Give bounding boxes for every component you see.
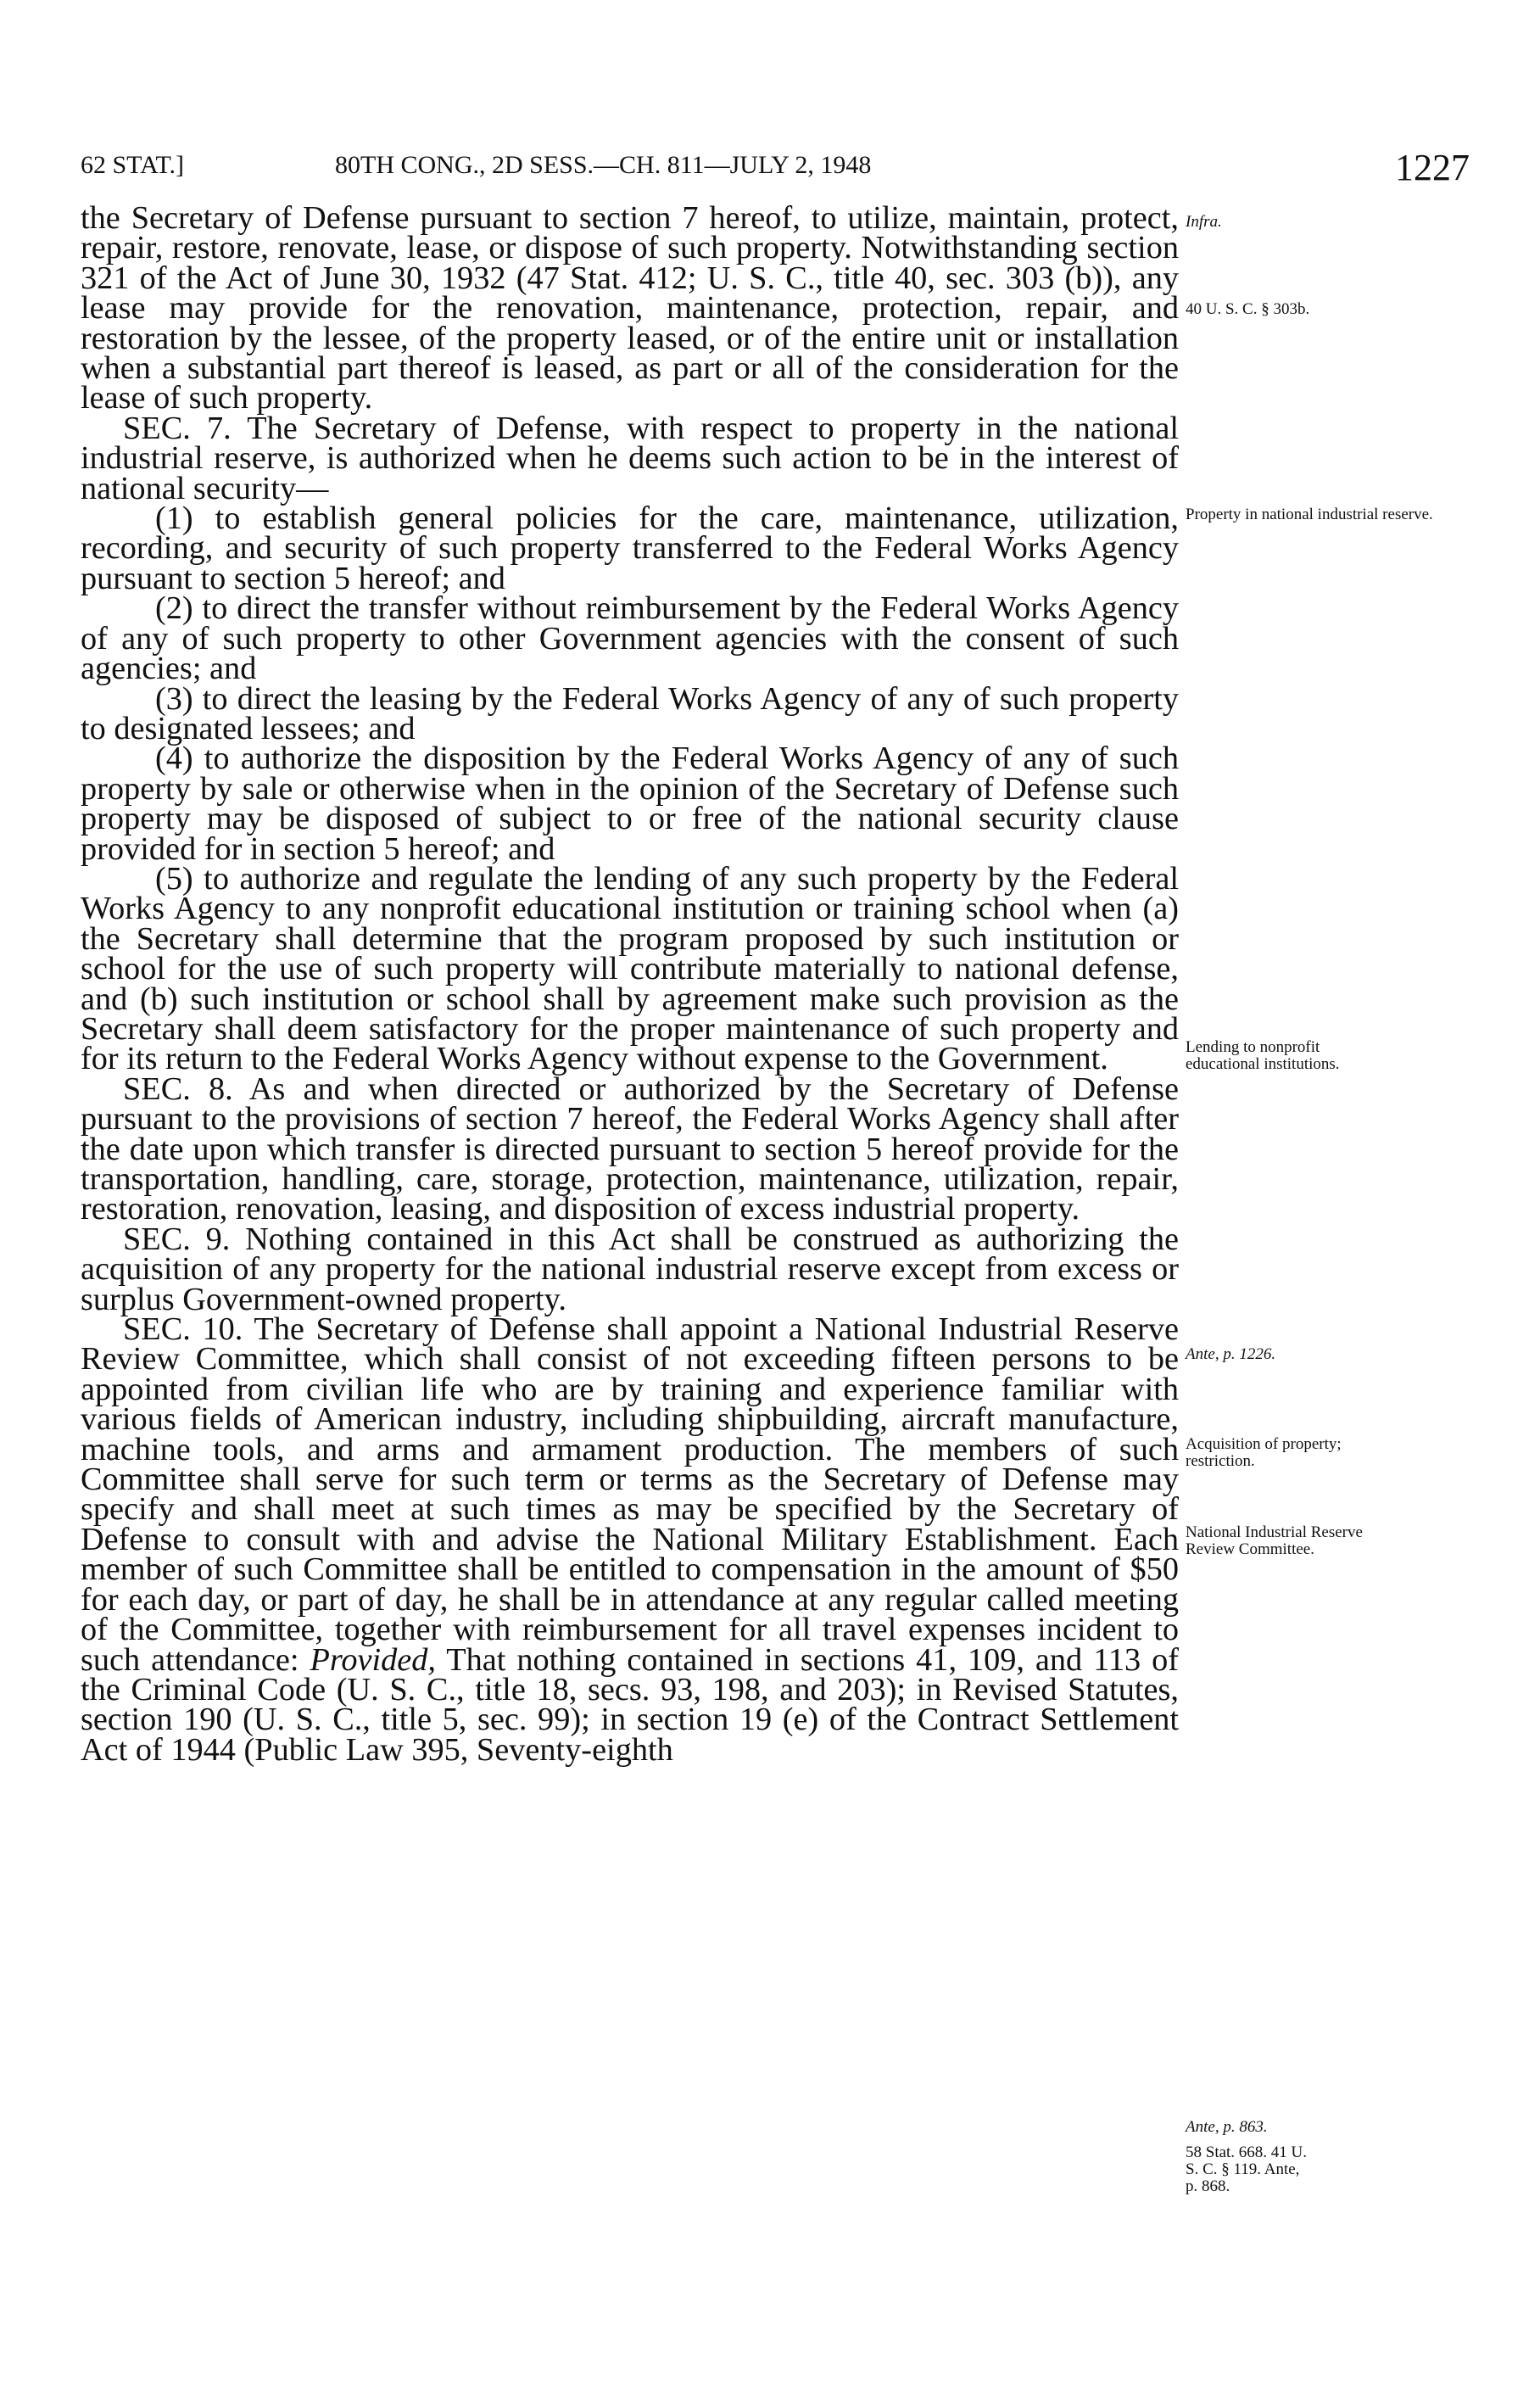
subsection-3: (3) to direct the leasing by the Federal Works Agency of any of such property to designated lessees; and xyxy=(81,680,1179,746)
margin-note-usc-ref: 40 U. S. C. § 303b. xyxy=(1186,300,1310,318)
header-session-chapter: 80TH CONG., 2D SESS.—CH. 811—JULY 2, 1948 xyxy=(335,151,872,179)
section-label: SEC. 7. xyxy=(123,410,232,446)
subsection-2: (2) to direct the transfer without reimbursement by the Federal Works Agency of any of such property to other Government agencies with the consent of such agencies; and xyxy=(81,590,1179,687)
section-label: SEC. 10. xyxy=(123,1311,243,1348)
subsection-4: (4) to authorize the disposition by the Federal Works Agency of any of such property by sale or otherwise when in the opinion of the Secretary of Defense such property may be disposed of subject to or free of the national security clause provided for in section 5 hereof; and xyxy=(81,741,1179,867)
margin-note-lending: Lending to nonprofit educational institutions. xyxy=(1186,1038,1340,1073)
proviso-word: Provided, xyxy=(310,1641,436,1678)
margin-note-acquisition: Acquisition of property; restriction. xyxy=(1186,1435,1342,1470)
margin-note-infra: Infra. xyxy=(1186,213,1222,231)
subsection-1: (1) to establish general policies for the care, maintenance, utilization, recording, and security of such property transferred to the Federal Works Agency pursuant to section 5 hereof; and xyxy=(81,500,1179,596)
margin-note-property-reserve: Property in national industrial reserve. xyxy=(1186,506,1433,523)
section-label: SEC. 8. xyxy=(123,1070,233,1107)
margin-note-review-committee: National Industrial Reserve Review Committee. xyxy=(1186,1523,1363,1558)
paragraph-continuation: the Secretary of Defense pursuant to section 7 hereof, to utilize, maintain, protect, repair, restore, renovate, lease, or dispose of such property. Notwithstanding section 321 of the Act of June 30, 1932 (47 Stat. 412; U. S. C., title 40, sec. 303 (b)), any lease may provide for the renovation, maintenance, protection, repair, and restoration by the lessee, of the property leased, or of the entire unit or installation when a substantial part thereof is leased, as part or all of the consideration for the lease of such property. xyxy=(81,200,1179,416)
section-text-tail: That nothing contained in sections 41, 109, and 113 of the Criminal Code (U. S. C., title 18, secs. 93, 198, and 203); in Revised Statutes, section 190 (U. S. C., title 5, sec. 99); in section 19 (e) of the Contract Settlement Act of 1944 (Public Law 395, Seventy-eighth xyxy=(81,1641,1180,1768)
subsection-5: (5) to authorize and regulate the lending of any such property by the Federal Works Agency to any nonprofit educational institution or training school when (a) the Secretary shall determine that the program proposed by such institution or school for the use of such property will contribute materially to national defense, and (b) such institution or school shall by agreement make such provision as the Secretary shall deem satisfactory for the proper maintenance of such property and for its return to the Federal Works Agency without expense to the Government. xyxy=(81,860,1179,1077)
margin-note-ante-1226: Ante, p. 1226. xyxy=(1186,1345,1276,1363)
section-text: As and when directed or authorized by the Secretary of Defense pursuant to the provisions of section 7 hereof, the Federal Works Agency shall after the date upon which transfer is directed pursuant to section 5 hereof provide for the transportation, handling, care, storage, protection, maintenance, utilization, repair, restoration, renovation, leasing, and disposition of excess industrial property. xyxy=(81,1070,1180,1227)
margin-note-ante-863: Ante, p. 863. xyxy=(1186,2118,1268,2136)
header-statute-ref: 62 STAT.] xyxy=(81,151,185,179)
section-text: The Secretary of Defense shall appoint a National Industrial Reserve Review Committee, which shall consist of not exceeding fifteen persons to be appointed from civilian life who are by training and experience familiar with various fields of American industry, including shipbuilding, aircraft manufacture, machine tools, and arms and armament production. The members of such Committee shall serve for such term or terms as the Secretary of Defense may specify and shall meet at such times as may be specified by the Secretary of Defense to consult with and advise the National Military Establishment. Each member of such Committee shall be entitled to compensation in the amount of $50 for each day, or part of day, he shall be in attendance at any regular called meeting of the Committee, together with reimbursement for all travel expenses incident to such attendance: xyxy=(81,1311,1179,1678)
page-number: 1227 xyxy=(1395,147,1470,188)
margin-note-stat-refs: 58 Stat. 668. 41 U. S. C. § 119. Ante, p. 868. xyxy=(1186,2143,1308,2195)
section-text: Nothing contained in this Act shall be construed as authorizing the acquisition of any property for the national industrial reserve except from excess or surplus Government-owned property. xyxy=(81,1221,1179,1317)
section-label: SEC. 9. xyxy=(123,1221,231,1257)
section-text: The Secretary of Defense, with respect to property in the national industrial reserve, is authorized when he deems such action to be in the interest of national security— xyxy=(81,410,1180,506)
